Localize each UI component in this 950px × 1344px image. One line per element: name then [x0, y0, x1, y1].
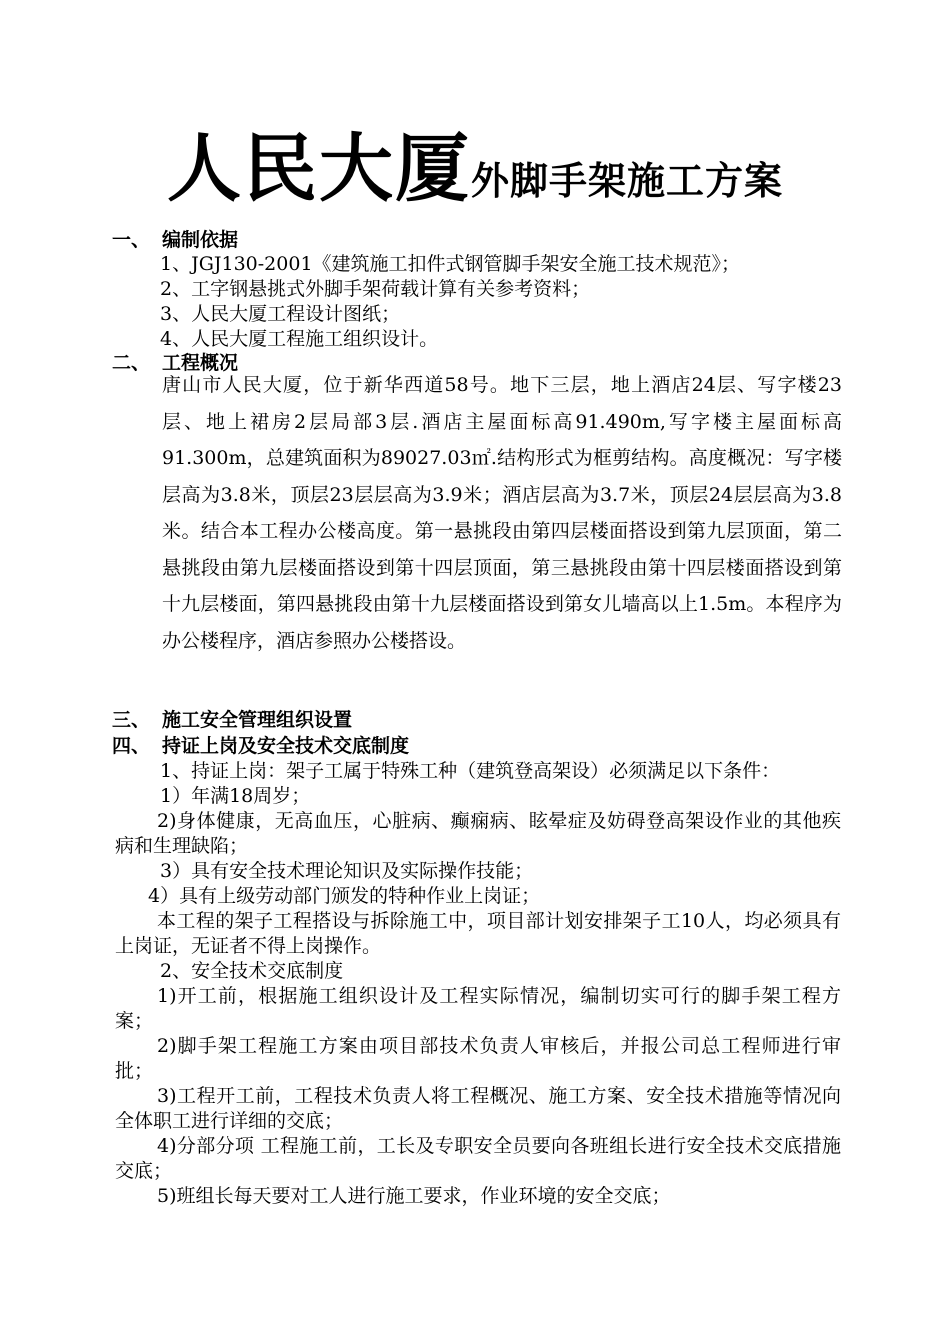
disclosure-item-3: 3)工程开工前，工程技术负责人将工程概况、施工方案、安全技术措施等情况向全体职工进行详细的交底； — [115, 1085, 841, 1132]
section-3-heading: 三、 施工安全管理组织设置 — [112, 709, 353, 731]
section-4-heading: 四、 持证上岗及安全技术交底制度 — [112, 735, 410, 757]
condition-3: 3）具有安全技术理论知识及实际操作技能； — [160, 860, 534, 882]
disclosure-item-1: 1)开工前，根据施工组织设计及工程实际情况，编制切实可行的脚手架工程方案； — [115, 985, 841, 1032]
title-main: 人民大厦 — [166, 126, 471, 212]
overview-paragraph: 唐山市人民大厦，位于新华西道58号。地下三层，地上酒店24层、写字楼23层、地上裙房2层局部3层.酒店主屋面标高91.490m,写字楼主屋面标高91.300m，总建筑面积为89027.03㎡.结构形式为框剪结构。高度概况：写字楼层高为3.8米，顶层23层层高为3.9米；酒店层高为3.7米，顶层24层层高为3.8米。结合本工程办公楼高度。第一悬挑段由第四层楼面搭设到第九层顶面，第二悬挑段由第九层楼面搭设到第十四层顶面，第三悬挑段由第十四层楼面搭设到第十九层楼面，第四悬挑段由第十九层楼面搭设到第女儿墙高以上1.5m。本程序为办公楼程序，酒店参照办公楼搭设。 — [162, 374, 842, 652]
condition-2: 2)身体健康，无高血压，心脏病、癫痫病、眩晕症及妨碍登高架设作业的其他疾病和生理缺陷； — [115, 810, 841, 857]
document-title — [0, 126, 950, 212]
staff-paragraph: 本工程的架子工程搭设与拆除施工中，项目部计划安排架子工10人，均必须具有上岗证，无证者不得上岗操作。 — [115, 910, 841, 957]
basis-item-3: 3、人民大厦工程设计图纸； — [160, 303, 401, 325]
disclosure-title: 2、安全技术交底制度 — [160, 960, 344, 982]
disclosure-item-4: 4)分部分项 工程施工前，工长及专职安全员要向各班组长进行安全技术交底措施交底； — [115, 1135, 841, 1182]
disclosure-item-2: 2)脚手架工程施工方案由项目部技术负责人审核后，并报公司总工程师进行审批； — [115, 1035, 841, 1082]
basis-item-1: 1、JGJ130-2001《建筑施工扣件式钢管脚手架安全施工技术规范》； — [160, 253, 741, 275]
basis-item-2: 2、工字钢悬挑式外脚手架荷载计算有关参考资料； — [160, 278, 591, 300]
condition-1: 1）年满18周岁； — [160, 785, 311, 807]
basis-item-4: 4、人民大厦工程施工组织设计。 — [160, 328, 439, 350]
title-sub: 外脚手架施工方案 — [470, 159, 783, 203]
section-1-heading: 一、 编制依据 — [112, 229, 239, 251]
cert-intro: 1、持证上岗：架子工属于特殊工种（建筑登高架设）必须满足以下条件： — [160, 760, 781, 782]
condition-4: 4）具有上级劳动部门颁发的特种作业上岗证； — [148, 885, 541, 907]
disclosure-item-5: 5)班组长每天要对工人进行施工要求，作业环境的安全交底； — [157, 1185, 671, 1207]
section-2-heading: 二、 工程概况 — [112, 352, 239, 374]
